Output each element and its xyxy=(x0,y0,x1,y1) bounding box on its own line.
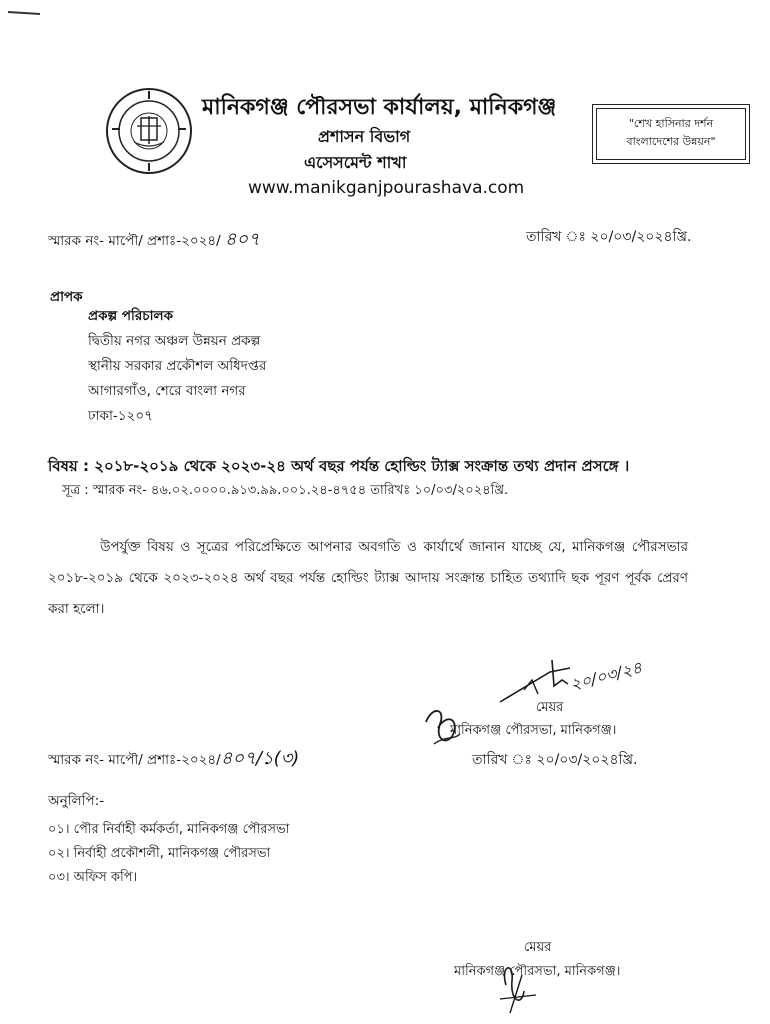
slogan-box xyxy=(596,108,746,160)
memo-number-top xyxy=(48,225,260,256)
memo-number-bottom xyxy=(48,744,299,775)
office-title: মানিকগঞ্জ পৌরসভা কার্যালয়, মানিকগঞ্জ xyxy=(202,95,557,120)
recipient-line: আগারগাঁও, শেরে বাংলা নগর xyxy=(88,383,246,399)
handwritten-date: ২০/০৩/২৪ xyxy=(568,657,644,694)
body-paragraph-text: উপর্যুক্ত বিষয় ও সূত্রের পরিপ্রেক্ষিতে আপনার অবগতি ও কার্যার্থে জানান যাচ্ছে যে, মানিকগঞ্জ পৌরসভার ২০১৮-২০১৯ থেকে ২০২৩-২০২৪ অর্থ বছর পর্যন্ত হোল্ডিং ট্যাক্স আদায় সংক্রান্ত চাহিত তথ্যাদি ছক পূরণ পূর্বক প্রেরণ করা হলো। xyxy=(48,539,688,617)
municipality-seal-logo xyxy=(104,86,194,176)
cc-list xyxy=(48,818,289,890)
website-url: www.manikganjpourashava.com xyxy=(248,178,525,198)
recipient-line: ঢাকা-১২০৭ xyxy=(88,408,153,424)
cc-label: অনুলিপি:- xyxy=(48,793,105,809)
signatory-title: মেয়র xyxy=(536,700,564,715)
cc-item: ০৩। অফিস কপি। xyxy=(48,870,138,885)
reference-line: সূত্র : স্মারক নং- ৪৬.০২.০০০০.৯১৩.৯৯.০০১.২৪-৪৭৫৪ তারিখঃ ১০/০৩/২০২৪খ্রি. xyxy=(62,483,509,498)
cc-item: ০১। পৌর নির্বাহী কর্মকর্তা, মানিকগঞ্জ পৌরসভা xyxy=(48,822,290,837)
final-signatory-title: মেয়র xyxy=(524,940,552,955)
date-top: তারিখ ঃ ২০/০৩/২০২৪খ্রি. xyxy=(526,229,692,245)
recipient-line: প্রকল্প পরিচালক xyxy=(88,308,174,324)
handwritten-signature xyxy=(420,650,650,760)
slogan-line-2: বাংলাদেশের উন্নয়ন" xyxy=(626,135,716,148)
recipient-line: স্থানীয় সরকার প্রকৌশল অধিদপ্তর xyxy=(88,358,267,374)
scan-mark xyxy=(0,0,70,40)
memo-prefix: স্মারক নং- মাপৌ/ প্রশাঃ-২০২৪/ xyxy=(48,752,221,768)
memo-handwritten-number: ৪০৭ xyxy=(224,229,260,250)
memo-prefix: স্মারক নং- মাপৌ/ প্রশাঃ-২০২৪/ xyxy=(48,233,221,249)
final-signatory-org: মানিকগঞ্জ পৌরসভা, মানিকগঞ্জ। xyxy=(454,964,621,979)
memo-handwritten-number: ৪০৭/১(৩) xyxy=(220,748,300,769)
department-name: প্রশাসন বিভাগ xyxy=(318,127,411,146)
signature-date: তারিখ ঃ ২০/০৩/২০২৪খ্রি. xyxy=(472,752,638,768)
subject-line: বিষয় : ২০১৮-২০১৯ থেকে ২০২৩-২৪ অর্থ বছর পর্যন্ত হোল্ডিং ট্যাক্স সংক্রান্ত তথ্য প্রদান প্রসঙ্গে । xyxy=(48,457,630,475)
body-paragraph xyxy=(48,532,688,625)
slogan-line-1: "শেখ হাসিনার দর্শন xyxy=(628,117,714,130)
signatory-org: মানিকগঞ্জ পৌরসভা, মানিকগঞ্জ। xyxy=(450,723,617,738)
recipient-line: দ্বিতীয় নগর অঞ্চল উন্নয়ন প্রকল্প xyxy=(88,333,261,349)
recipient-label: প্রাপক xyxy=(50,289,83,305)
recipient-address xyxy=(88,304,266,429)
section-name: এসেসমেন্ট শাখা xyxy=(304,153,407,172)
cc-item: ০২। নির্বাহী প্রকৌশলী, মানিকগঞ্জ পৌরসভা xyxy=(48,846,271,861)
